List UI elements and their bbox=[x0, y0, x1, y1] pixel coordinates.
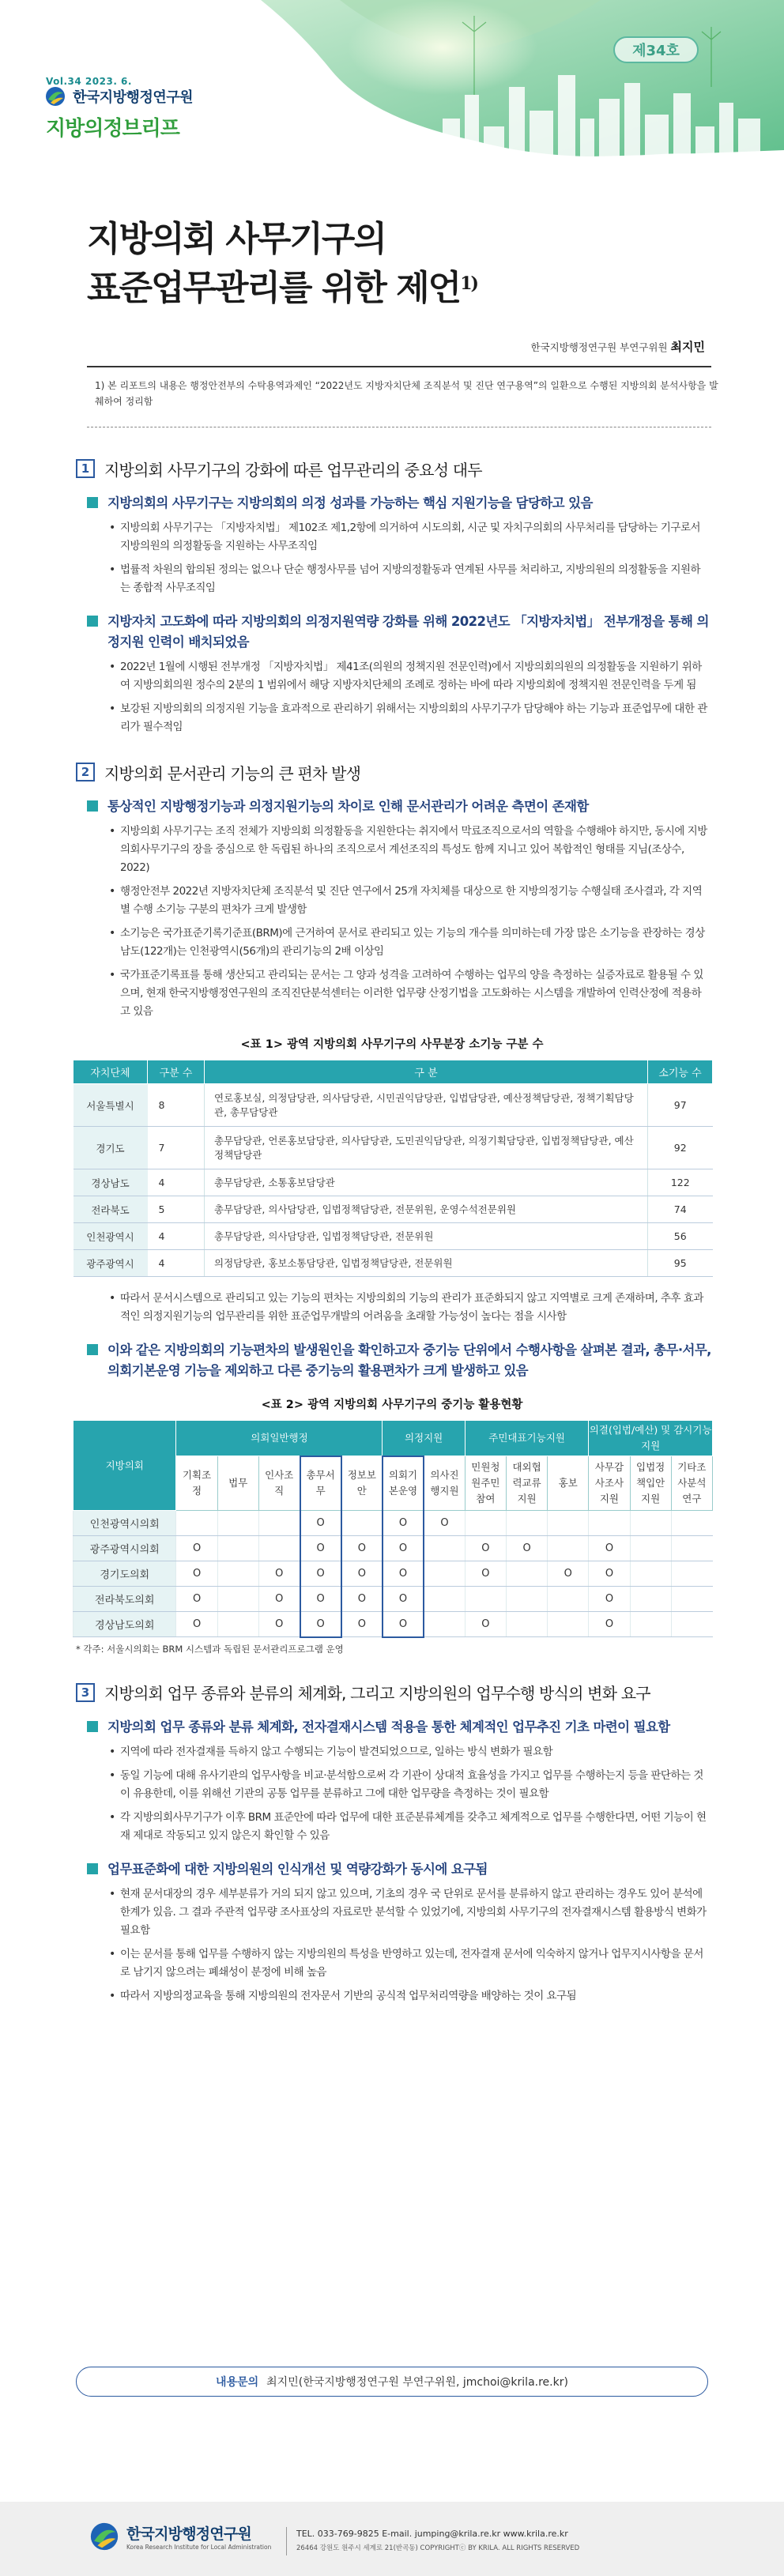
table-row: 경상남도 4 총무담당관, 소통홍보담당관 122 bbox=[74, 1169, 713, 1196]
col-header: 법무 bbox=[217, 1456, 258, 1511]
footer bbox=[0, 2502, 784, 2576]
table-row bbox=[74, 1511, 713, 1536]
table-row bbox=[74, 1587, 713, 1612]
org-logo bbox=[44, 85, 193, 107]
section-number: 1 bbox=[76, 459, 95, 478]
krila-logo-icon bbox=[44, 85, 66, 107]
mark-cell: O bbox=[383, 1511, 424, 1536]
author-affiliation: 한국지방행정연구원 부연구위원 bbox=[530, 341, 668, 353]
dot-bullet-icon: • bbox=[109, 661, 116, 673]
sub-item: • 각 지방의회사무기구가 이후 BRM 표준안에 따라 업무에 대한 표준분류체계를 갖추고 체계적으로 업무를 수행한다면, 어떤 기능이 현재 제대로 작동되고 있지 않은지 확인할 수 있음 bbox=[109, 1809, 710, 1845]
table-row: 경기도 7 총무담당관, 언론홍보담당관, 의사담당관, 도민권익담당관, 의정기획담당관, 입법정책담당관, 예산정책담당관 92 bbox=[74, 1127, 713, 1169]
group-header: 의결(입법/예산) 및 감시기능지원 bbox=[589, 1421, 713, 1456]
mark-cell: O bbox=[424, 1511, 465, 1536]
mark-cell bbox=[671, 1612, 712, 1637]
mark-cell: O bbox=[176, 1536, 217, 1561]
dot-bullet-icon: • bbox=[109, 1947, 116, 1960]
square-bullet-icon bbox=[87, 1863, 98, 1874]
mark-cell bbox=[589, 1511, 630, 1536]
mark-cell: O bbox=[465, 1536, 506, 1561]
mark-cell bbox=[506, 1561, 547, 1587]
sub-item: • 보강된 지방의회의 의정지원 기능을 효과적으로 관리하기 위해서는 지방의회의 사무기구가 담당해야 하는 기능과 표준업무에 대한 관리가 필수적임 bbox=[109, 700, 710, 736]
title-line-2-text: 표준업무관리를 위한 제언 bbox=[87, 268, 461, 308]
mark-cell bbox=[671, 1536, 712, 1561]
mark-cell: O bbox=[383, 1612, 424, 1637]
mark-cell: O bbox=[383, 1587, 424, 1612]
mark-cell: O bbox=[176, 1587, 217, 1612]
table-header-row bbox=[74, 1060, 713, 1084]
section-title: 지방의회 문서관리 기능의 큰 편차 발생 bbox=[104, 763, 361, 783]
sub-item: • 지방의회 사무기구는 「지방자치법」 제102조 제1,2항에 의거하여 시도의회, 시군 및 자치구의회의 사무처리를 담당하는 기구로서 지방의원의 의정활동을 지원하는 사무조직임 bbox=[109, 519, 710, 555]
dot-bullet-icon: • bbox=[109, 1292, 116, 1305]
mark-cell bbox=[548, 1536, 589, 1561]
title-line-2 bbox=[87, 264, 477, 313]
col-header: 소기능 수 bbox=[648, 1060, 713, 1084]
square-bullet-icon bbox=[87, 800, 98, 812]
mark-cell: O bbox=[589, 1536, 630, 1561]
sub-item: • 따라서 문서시스템으로 관리되고 있는 기능의 편차는 지방의회의 기능의 관리가 표준화되지 않고 지역별로 크게 존재하며, 추후 효과적인 의정지원기능의 업무관리를 위한 표준업무개발의 어려움을 초래할 가능성이 높다는 점을 시사함 bbox=[109, 1290, 710, 1326]
sub-item: • 2022년 1월에 시행된 전부개정 「지방자치법」 제41조(의원의 정책지원 전문인력)에서 지방의회의원의 의정활동을 지원하기 위하여 지방의회의원 정수의 2분의 1 범위에서 해당 지방자치단체의 조례로 정하는 바에 따라 지방의회에 정책지원 전문인력을 두게 됨 bbox=[109, 658, 710, 695]
table-row: 인천광역시 4 총무담당관, 의사담당관, 입법정책담당관, 전문위원 56 bbox=[74, 1223, 713, 1250]
mark-cell bbox=[671, 1561, 712, 1587]
contact-box bbox=[76, 2367, 708, 2397]
key-point: 업무표준화에 대한 지방의원의 인식개선 및 역량강화가 동시에 요구됨 bbox=[87, 1859, 719, 1880]
mark-cell: O bbox=[300, 1561, 341, 1587]
mark-cell bbox=[424, 1536, 465, 1561]
col-header: 정보보안 bbox=[341, 1456, 383, 1511]
sub-item: • 현재 문서대장의 경우 세부분류가 거의 되지 않고 있으며, 기초의 경우 국 단위로 문서를 분류하지 않고 관리하는 경우도 있어 분석에 한계가 있음. 그 결과 주관적 업무량 조사표상의 자료로만 분석할 수 있었기에, 지방의회 사무기구의 전자결재시스템 활용방식 변화가 필요함 bbox=[109, 1885, 710, 1940]
mark-cell bbox=[548, 1587, 589, 1612]
col-header: 의회기본운영 bbox=[383, 1456, 424, 1511]
col-header: 총무서무 bbox=[300, 1456, 341, 1511]
mark-cell bbox=[424, 1587, 465, 1612]
col-header: 인사조직 bbox=[258, 1456, 300, 1511]
region-cell: 인천광역시의회 bbox=[74, 1511, 176, 1536]
mark-cell: O bbox=[176, 1561, 217, 1587]
mark-cell bbox=[341, 1511, 383, 1536]
dot-bullet-icon: • bbox=[109, 1989, 116, 2002]
author-name: 최지민 bbox=[670, 340, 705, 354]
mark-cell bbox=[465, 1587, 506, 1612]
group-header: 의정지원 bbox=[383, 1421, 465, 1456]
mark-cell bbox=[506, 1511, 547, 1536]
table-1-title: <표 1> 광역 지방의회 사무기구의 사무분장 소기능 구분 수 bbox=[240, 1038, 544, 1051]
key-point: 지방의회 업무 종류와 분류 체계화, 전자결재시스템 적용을 통한 체계적인 업무추진 기초 마련이 필요함 bbox=[87, 1717, 719, 1738]
section-number: 3 bbox=[76, 1683, 95, 1702]
sub-item: • 법률적 차원의 합의된 정의는 없으나 단순 행정사무를 넘어 지방의정활동과 연계된 사무를 처리하고, 지방의원의 의정활동을 지원하는 종합적 사무조직임 bbox=[109, 561, 710, 597]
sub-item: • 지역에 따라 전자결재를 득하지 않고 수행되는 기능이 발견되었으므로, 일하는 방식 변화가 필요함 bbox=[109, 1743, 710, 1761]
square-bullet-icon bbox=[87, 1344, 98, 1355]
col-header: 구 분 bbox=[205, 1060, 648, 1084]
mark-cell bbox=[258, 1536, 300, 1561]
region-cell: 경상남도의회 bbox=[74, 1612, 176, 1637]
table-row: 전라북도 5 총무담당관, 의사담당관, 입법정책담당관, 전문위원, 운영수석전문위원 74 bbox=[74, 1196, 713, 1223]
table-1 bbox=[73, 1060, 713, 1277]
mark-cell bbox=[671, 1587, 712, 1612]
mark-cell bbox=[465, 1511, 506, 1536]
dot-bullet-icon: • bbox=[109, 1887, 116, 1900]
dot-bullet-icon: • bbox=[109, 563, 116, 576]
mark-cell bbox=[424, 1561, 465, 1587]
mark-cell bbox=[630, 1561, 671, 1587]
footnote: 1) 본 리포트의 내용은 행정안전부의 수탁용역과제인 “2022년도 지방자치단체 조직분석 및 진단 연구용역”의 일환으로 수행된 지방의회 분석사항을 발췌하여 정리함 bbox=[95, 380, 718, 407]
dot-bullet-icon: • bbox=[109, 969, 116, 981]
col-header: 대외협력교류지원 bbox=[506, 1456, 547, 1511]
sub-item: • 국가표준기록표를 통해 생산되고 관리되는 문서는 그 양과 성격을 고려하여 수행하는 업무의 양을 측정하는 실증자료로 활용될 수 있으며, 현재 한국지방행정연구원의 조직진단분석센터는 이러한 업무량 산정기법을 고도화하는 시스템을 개발하여 인력산정에 적용하고 있음 bbox=[109, 966, 710, 1021]
col-header: 구분 수 bbox=[148, 1060, 205, 1084]
col-header: 자치단체 bbox=[74, 1060, 148, 1084]
krila-logo-icon bbox=[89, 2521, 120, 2552]
dot-bullet-icon: • bbox=[109, 1745, 116, 1758]
section-title: 지방의회 업무 종류와 분류의 체계화, 그리고 지방의원의 업무수행 방식의 변화 요구 bbox=[104, 1684, 650, 1703]
contact-label: 내용문의 bbox=[216, 2376, 259, 2389]
dot-bullet-icon: • bbox=[109, 1810, 116, 1824]
col-header: 홍보 bbox=[548, 1456, 589, 1511]
section-3-heading bbox=[76, 1679, 784, 1706]
footer-org-korean: 한국지방행정연구원 bbox=[126, 2525, 251, 2543]
mark-cell bbox=[506, 1587, 547, 1612]
mark-cell: O bbox=[341, 1612, 383, 1637]
mark-cell: O bbox=[341, 1536, 383, 1561]
mark-cell bbox=[548, 1612, 589, 1637]
col-header: 기타조사분석연구 bbox=[671, 1456, 712, 1511]
table-row bbox=[74, 1612, 713, 1637]
mark-cell: O bbox=[341, 1587, 383, 1612]
mark-cell: O bbox=[589, 1612, 630, 1637]
footer-address-line: 26464 강원도 원주시 세계로 21(반곡동) COPYRIGHTⓒ BY KRILA. ALL RIGHTS RESERVED bbox=[296, 2544, 580, 2552]
dot-bullet-icon: • bbox=[109, 825, 116, 838]
sub-item: • 행정안전부 2022년 지방자치단체 조직분석 및 진단 연구에서 25개 자치체를 대상으로 한 지방의정기능 수행실태 조사결과, 각 지역별 수행 소기능 구분의 편차가 크게 발생함 bbox=[109, 883, 710, 919]
group-header: 주민대표기능지원 bbox=[465, 1421, 589, 1456]
sub-item: • 소기능은 국가표준기록기준표(BRM)에 근거하여 문서로 관리되고 있는 기능의 개수를 의미하는데 가장 많은 소기능을 관장하는 경상남도(122개)는 인천광역시(56개)의 관리기능의 2배 이상임 bbox=[109, 925, 710, 961]
table-row bbox=[74, 1536, 713, 1561]
mark-cell bbox=[217, 1536, 258, 1561]
col-header: 입법정책입안지원 bbox=[630, 1456, 671, 1511]
dot-bullet-icon: • bbox=[109, 927, 116, 940]
footer-info bbox=[286, 2527, 579, 2555]
group-header: 의회일반행정 bbox=[176, 1421, 383, 1456]
mark-cell bbox=[630, 1536, 671, 1561]
region-cell: 경기도의회 bbox=[74, 1561, 176, 1587]
square-bullet-icon bbox=[87, 1721, 98, 1732]
dot-bullet-icon: • bbox=[109, 885, 116, 898]
mark-cell: O bbox=[465, 1561, 506, 1587]
mark-cell: O bbox=[506, 1536, 547, 1561]
section-number: 2 bbox=[76, 763, 95, 781]
mark-cell: O bbox=[465, 1612, 506, 1637]
mark-cell: O bbox=[383, 1536, 424, 1561]
page-title bbox=[87, 215, 477, 313]
mark-cell: O bbox=[258, 1561, 300, 1587]
mark-cell bbox=[258, 1511, 300, 1536]
table-row: 광주광역시 4 의정담당관, 홍보소통담당관, 입법정책담당관, 전문위원 95 bbox=[74, 1250, 713, 1277]
contact-text: 최지민(한국지방행정연구원 부연구위원, jmchoi@krila.re.kr) bbox=[266, 2376, 568, 2389]
mark-cell bbox=[424, 1612, 465, 1637]
mark-cell: O bbox=[258, 1612, 300, 1637]
mark-cell bbox=[176, 1511, 217, 1536]
mark-cell: O bbox=[258, 1587, 300, 1612]
mark-cell: O bbox=[300, 1536, 341, 1561]
dot-bullet-icon: • bbox=[109, 702, 116, 715]
mark-cell: O bbox=[383, 1561, 424, 1587]
table-row: 서울특별시 8 연로홍보실, 의정담당관, 의사담당관, 시민권익담당관, 입법담당관, 예산정책담당관, 정책기획담당관, 총무담당관 97 bbox=[74, 1084, 713, 1127]
volume-date: Vol.34 2023. 6. bbox=[46, 76, 132, 87]
title-footnote-marker: 1) bbox=[460, 273, 477, 294]
sub-item: • 동일 기능에 대해 유사기관의 업무사항을 비교·분석함으로써 각 기관이 상대적 효율성을 가지고 업무를 수행하는지 등을 판단하는 것이 유용한데, 이를 위해선 기관의 공통 업무를 분류하고 그에 대한 업무량을 측정하는 것이 필요함 bbox=[109, 1767, 710, 1803]
mark-cell: O bbox=[176, 1612, 217, 1637]
mark-cell: O bbox=[548, 1561, 589, 1587]
org-name: 한국지방행정연구원 bbox=[73, 89, 193, 106]
mark-cell bbox=[630, 1612, 671, 1637]
mark-cell bbox=[548, 1511, 589, 1536]
col-header: 의사진행지원 bbox=[424, 1456, 465, 1511]
col-header: 사무감사조사지원 bbox=[589, 1456, 630, 1511]
col-header: 민원청원주민참여 bbox=[465, 1456, 506, 1511]
brief-title: 지방의정브리프 bbox=[46, 117, 179, 141]
mark-cell: O bbox=[300, 1587, 341, 1612]
table-group-header-row bbox=[74, 1421, 713, 1456]
footer-org bbox=[126, 2522, 271, 2551]
article-body bbox=[0, 444, 784, 2005]
sub-item: • 이는 문서를 통해 업무를 수행하지 않는 지방의원의 특성을 반영하고 있는데, 전자결재 문서에 익숙하지 않거나 업무지시사항을 문서로 남기지 않으려는 폐쇄성이 분정에 비해 높음 bbox=[109, 1945, 710, 1982]
region-cell: 광주광역시의회 bbox=[74, 1536, 176, 1561]
title-line-1: 지방의회 사무기구의 bbox=[87, 219, 386, 259]
mark-cell bbox=[217, 1511, 258, 1536]
col-header: 지방의회 bbox=[74, 1421, 176, 1511]
section-title: 지방의회 사무기구의 강화에 따른 업무관리의 중요성 대두 bbox=[104, 460, 482, 480]
square-bullet-icon bbox=[87, 497, 98, 508]
sub-item: • 따라서 지방의정교육을 통해 지방의원의 전자문서 기반의 공식적 업무처리역량을 배양하는 것이 요구됨 bbox=[109, 1987, 710, 2005]
footer-contact-line: TEL. 033-769-9825 E-mail. jumping@krila.re.kr www.krila.re.kr bbox=[296, 2529, 568, 2539]
table-2 bbox=[73, 1420, 713, 1638]
mark-cell bbox=[630, 1587, 671, 1612]
key-point: 통상적인 지방행정기능과 의정지원기능의 차이로 인해 문서관리가 어려운 측면이 존재함 bbox=[87, 797, 719, 817]
section-2-heading bbox=[76, 759, 784, 785]
mark-cell: O bbox=[589, 1587, 630, 1612]
key-point: 지방의회의 사무기구는 지방의회의 의정 성과를 가능하는 핵심 지원기능을 담당하고 있음 bbox=[87, 493, 719, 514]
dot-bullet-icon: • bbox=[109, 522, 116, 534]
key-point: 이와 같은 지방의회의 기능편차의 발생원인을 확인하고자 중기능 단위에서 수행사항을 살펴본 결과, 총무·서무, 의회기본운영 기능을 제외하고 다른 중기능의 활용편차가 크게 발생하고 있음 bbox=[87, 1340, 719, 1381]
title-divider bbox=[87, 366, 711, 367]
table-2-title: <표 2> 광역 지방의회 사무기구의 중기능 활용현황 bbox=[261, 1399, 523, 1411]
header-banner bbox=[0, 0, 784, 162]
square-bullet-icon bbox=[87, 616, 98, 627]
footer-logo bbox=[89, 2521, 271, 2552]
col-header: 기획조정 bbox=[176, 1456, 217, 1511]
footer-org-english: Korea Research Institute for Local Administration bbox=[126, 2544, 272, 2551]
mark-cell bbox=[217, 1561, 258, 1587]
mark-cell: O bbox=[341, 1561, 383, 1587]
sub-item: • 지방의회 사무기구는 조직 전체가 지방의회 의정활동을 지원한다는 취지에서 막료조직으로서의 역할을 수행해야 하지만, 동시에 지방의회사무기구의 장을 중심으로 한 독립된 하나의 조직으로서 계선조직의 특성도 함께 지니고 있어 복합적인 형태를 지님(조상수, 2022) bbox=[109, 823, 710, 877]
table-row bbox=[74, 1561, 713, 1587]
section-1-heading bbox=[76, 455, 784, 482]
mark-cell bbox=[671, 1511, 712, 1536]
issue-badge: 제34호 bbox=[613, 36, 699, 63]
mark-cell bbox=[217, 1612, 258, 1637]
mark-cell bbox=[506, 1612, 547, 1637]
mark-cell: O bbox=[300, 1612, 341, 1637]
key-point: 지방자치 고도화에 따라 지방의회의 의정지원역량 강화를 위해 2022년도 「지방자치법」 전부개정을 통해 의정지원 인력이 배치되었음 bbox=[87, 612, 719, 653]
region-cell: 전라북도의회 bbox=[74, 1587, 176, 1612]
table-2-note: * 각주: 서울시의회는 BRM 시스템과 독립된 문서관리프로그램 운영 bbox=[76, 1643, 344, 1655]
author-line bbox=[531, 338, 706, 355]
mark-cell: O bbox=[300, 1511, 341, 1536]
mark-cell bbox=[630, 1511, 671, 1536]
mark-cell bbox=[217, 1587, 258, 1612]
dot-bullet-icon: • bbox=[109, 1768, 116, 1782]
mark-cell: O bbox=[589, 1561, 630, 1587]
